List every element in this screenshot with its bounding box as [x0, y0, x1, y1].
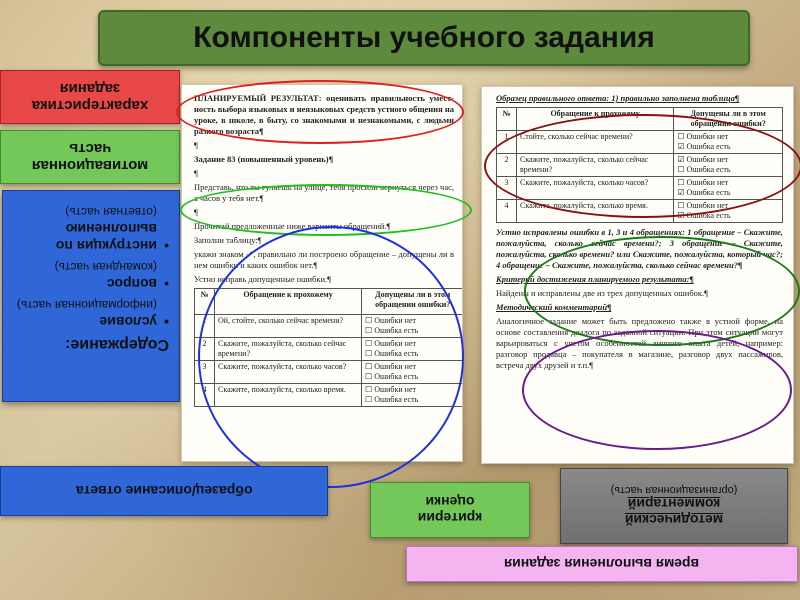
table-header: №: [195, 289, 215, 315]
row-text: Стойте, сколько сейчас времени?: [517, 131, 674, 154]
tag-method-comment-note: (организационная часть): [610, 484, 738, 496]
tag-characteristic-label: характеристика задания: [31, 80, 149, 114]
row-text: Скажите, пожалуйста, сколько часов?: [215, 361, 362, 384]
row-text: Скажите, пожалуйста, сколько сейчас времени?: [215, 338, 362, 361]
tag-motivation-label: мотивационная часть: [31, 140, 149, 174]
table-row: [195, 384, 464, 407]
row-text: Скажите, пожалуйста, сколько время.: [517, 200, 674, 223]
table-row: [497, 154, 783, 177]
row-number: 4: [497, 200, 517, 223]
option-no-error: Ошибки нет: [374, 339, 416, 348]
task-title: Задание 83 (повышенный уровень)¶: [194, 154, 334, 164]
row-number: 3: [497, 177, 517, 200]
option-error: Ошибка есть: [374, 349, 419, 358]
option-error: Ошибка есть: [374, 372, 419, 381]
table-header: Допущены ли в этом обращении ошибки?: [362, 289, 463, 315]
table-row: [497, 131, 783, 154]
answer-table: [496, 107, 783, 223]
para-mark: ¶: [194, 168, 198, 178]
criterion-head: Критерий достижения планируемого результата:¶: [496, 274, 694, 284]
tag-sample-answer: [0, 466, 328, 516]
option-no-error: Ошибки нет: [374, 385, 416, 394]
row-options: ☐ Ошибки нет ☐ Ошибка есть: [362, 315, 463, 338]
row-options: ☑ Ошибки нет ☐ Ошибка есть: [674, 154, 783, 177]
task-read-instruction: Прочитай предложенные ниже варианты обращений.¶: [194, 221, 391, 231]
task-table: [194, 288, 463, 407]
table-row: [195, 338, 464, 361]
task-fill-table: Заполни таблицу:¶: [194, 235, 262, 245]
table-header: Обращение к прохожему: [215, 289, 362, 315]
table-row: [497, 200, 783, 223]
content-item: • инструкция по выполнению: [13, 220, 169, 254]
row-text: Скажите, пожалуйста, сколько сейчас времени?: [517, 154, 674, 177]
content-list: [3, 191, 179, 361]
planned-result: ПЛАНИРУЕМЫЙ РЕЗУЛЬТАТ: оценивать правильность умест- ность выбора языковых и неязыковых средств устного общения на уроке, в школе, в быту, со знакомыми и незнакомыми, с людьми разного возраста¶: [194, 93, 454, 136]
tag-characteristic: [0, 70, 180, 124]
option-error: Ошибка есть: [374, 326, 419, 335]
row-options: ☐ Ошибки нет ☑ Ошибка есть: [674, 177, 783, 200]
table-row: [497, 177, 783, 200]
para-mark: ¶: [194, 207, 198, 217]
table-header: Допущены ли в этом обращении ошибки?: [674, 108, 783, 131]
row-number: 2: [497, 154, 517, 177]
content-note: (ответная часть): [65, 205, 157, 219]
table-row: [195, 361, 464, 384]
tag-sample-answer-label: образец/описание ответа: [75, 483, 253, 499]
row-options: ☐ Ошибки нет ☑ Ошибка есть: [674, 131, 783, 154]
tag-method-comment: [560, 468, 788, 544]
option-error: Ошибка есть: [686, 165, 731, 174]
tag-criteria: [370, 482, 530, 538]
row-options: ☐ Ошибки нет ☑ Ошибка есть: [674, 200, 783, 223]
para-mark: ¶: [194, 140, 198, 150]
row-number: 3: [195, 361, 215, 384]
content-item: • условие: [13, 313, 169, 330]
page-title: Компоненты учебного задания: [98, 10, 750, 66]
option-no-error: Ошибки нет: [374, 316, 416, 325]
tag-time-label: время выполнения задания: [504, 556, 700, 572]
option-error: Ошибка есть: [686, 188, 731, 197]
task-document: [181, 84, 463, 462]
method-head: Методический комментарий¶: [496, 302, 612, 312]
row-number: 4: [195, 384, 215, 407]
content-note: (командная часть): [54, 260, 157, 274]
option-no-error: Ошибки нет: [686, 155, 729, 164]
row-options: ☐ Ошибки нет ☐ Ошибка есть: [362, 361, 463, 384]
table-row: [195, 315, 464, 338]
tag-content: [2, 190, 180, 402]
tag-criteria-label: критерии оценки: [417, 494, 483, 526]
option-no-error: Ошибки нет: [686, 178, 729, 187]
option-error: Ошибка есть: [686, 211, 731, 220]
tag-method-comment-label: методический комментарий: [624, 496, 724, 528]
option-error: Ошибка есть: [374, 395, 419, 404]
tag-time: [406, 546, 798, 582]
row-options: ☐ Ошибки нет ☐ Ошибка есть: [362, 384, 463, 407]
tag-method-comment-content: [604, 484, 744, 528]
oral-fix: Устно исправлены ошибки в 1, 3 и 4 обращениях: 1 обращение – Скажите, пожалуйста, сколько сейчас времени?; 3 обращение – Скажите, пожалуйста, сколько времени? или Скажите, пожалуйста, который час?; 4 обращение – Скажите, пожалуйста, сколько сейчас времени?¶: [496, 227, 783, 270]
table-header: №: [497, 108, 517, 131]
criterion-text: Найдены и исправлены две из трех допущенных ошибок.¶: [496, 288, 709, 298]
task-fix-instruction: Устно исправь допущенные ошибки.¶: [194, 274, 332, 284]
content-item: • вопрос: [13, 275, 169, 292]
task-mark-instruction: укажи знаком ✓, правильно ли построено обращение – допущены ли в нем ошибки и каких ошибок нет.¶: [194, 249, 454, 270]
tag-motivation: [0, 130, 180, 184]
table-header: Обращение к прохожему: [517, 108, 674, 131]
option-no-error: Ошибки нет: [374, 362, 416, 371]
option-error: Ошибка есть: [686, 142, 731, 151]
option-no-error: Ошибки нет: [686, 132, 729, 141]
sample-head: Образец правильного ответа: 1) правильно заполнена таблица¶: [496, 93, 740, 103]
row-number: 2: [195, 338, 215, 361]
answer-document: [481, 86, 794, 464]
row-text: Ой, стойте, сколько сейчас времени?: [215, 315, 362, 338]
task-situation: Представь, что ты гуляешь на улице, тебя просили вернуться через час, а часов у тебя нет.¶: [194, 182, 454, 203]
content-note: (информационная часть): [16, 298, 157, 312]
row-number: 1: [195, 315, 215, 338]
content-head: Содержание:: [65, 336, 169, 353]
row-text: Скажите, пожалуйста, сколько часов?: [517, 177, 674, 200]
row-text: Скажите, пожалуйста, сколько время.: [215, 384, 362, 407]
option-no-error: Ошибки нет: [686, 201, 729, 210]
row-options: ☐ Ошибки нет ☐ Ошибка есть: [362, 338, 463, 361]
row-number: 1: [497, 131, 517, 154]
method-text: Аналогичное задание может быть предложено также в устной форме, на основе составления диалога по заданной ситуации. При этом ситуации могут варьироваться с учетом особенностей личного опыта детей, например: разговор продавца – покупателя в магазине, разговор двух пассажиров, встреча двух друзей и т.п.¶: [496, 316, 783, 370]
